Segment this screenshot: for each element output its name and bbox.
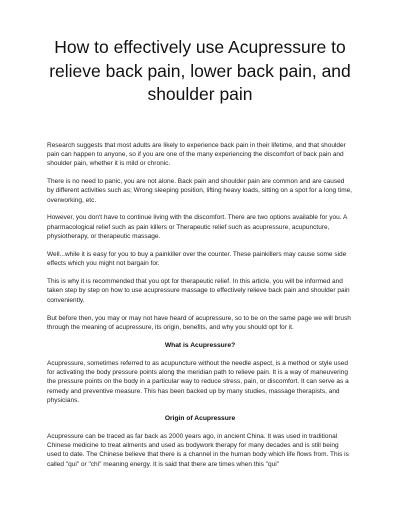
paragraph-intro: Research suggests that most adults are likely to experience back pain in their lifetime, and that shoulder pain can happen to anyone, so if you are one of the many experiencing the discomfort of back pain and shoulder pain, whether it is mild or chronic. (47, 141, 346, 168)
paragraph-before-then: But before then, you may or may not have heard of acupressure, so to be on the same page we will brush through the meaning of acupressure, its origin, benefits, and why you should opt for it. (47, 314, 351, 331)
section-heading-what-is-acupressure: What is Acupressure? (164, 341, 236, 349)
paragraph-acupressure-definition: Acupressure, sometimes referred to as acupuncture without the needle aspect, is a method or style used for activating the body pressure points along the meridian path to relieve pain. It is a way of maneuvering the pressure points on the body in a particular way to reduce stress, pain, or discomfort. It can serve as a remedy and preventive measure. This has been backed up by many studies, massage therapists, and physicians. (47, 359, 349, 404)
paragraph-recommendation: This is why it is recommended that you opt for therapeutic relief. In this article, you will be informed and taken step by step on how to use acupressure massage to effectively relieve back pain and shoulder pain conveniently. (47, 278, 350, 304)
paragraph-causes: There is no need to panic, you are not alone. Back pain and shoulder pain are common and are caused by different activities such as; Wrong sleeping position, lifting heavy loads, sitting on a spot for a long time, overworking, etc. (47, 177, 353, 204)
paragraph-options: However, you don't have to continue living with the discomfort. There are two options available for you. A pharmacological relief such as pain killers or Therapeutic relief such as acupressure, acupuncture, physiotherapy, or therapeutic massage. (47, 214, 347, 241)
document-body (47, 141, 353, 469)
paragraph-origin: Acupressure can be traced as far back as 2000 years ago, in ancient China. It was used in traditional Chinese medicine to treat ailments and used as bodywork therapy for many decades and is still being used to date. The Chinese believe that there is a channel in the human body which life flows from. This is called "qui" or "chi" meaning energy. It is said that there are times when this "qui" (47, 432, 349, 468)
document-title: How to effectively use Acupressure to relieve back pain, lower back pain, and shoulder pain (49, 37, 351, 104)
section-heading-origin: Origin of Acupressure (164, 414, 236, 422)
paragraph-painkillers: Well...while it is easy for you to buy a painkiller over the counter. These painkillers may cause some side effects which you might not bargain for. (47, 250, 347, 268)
